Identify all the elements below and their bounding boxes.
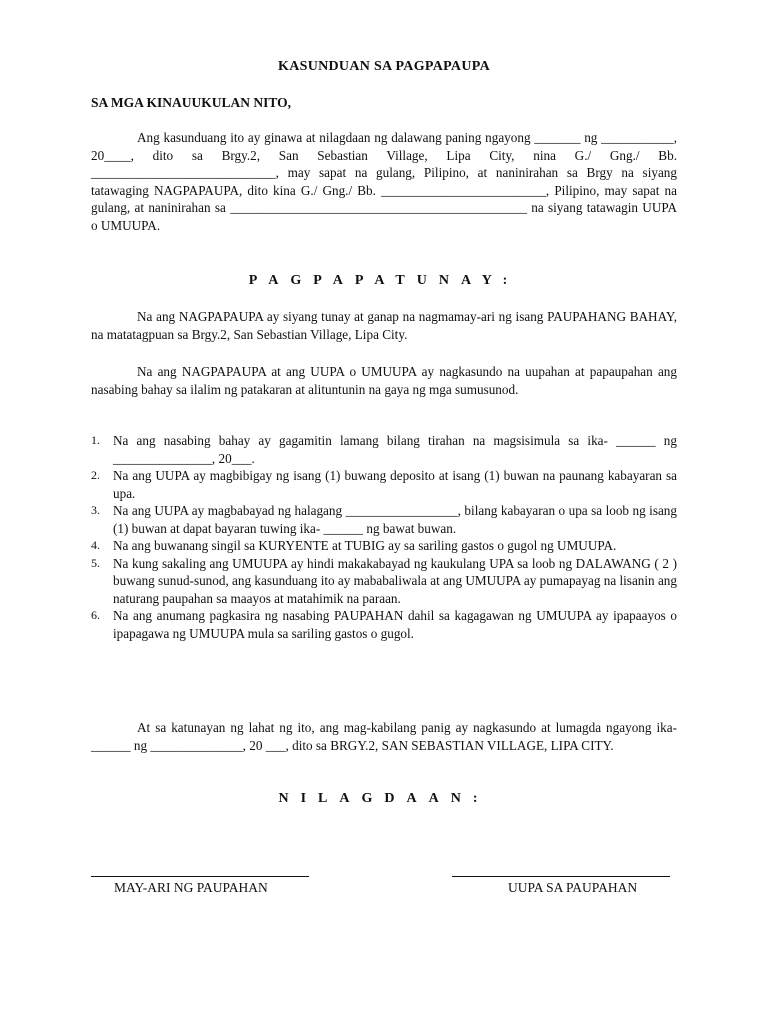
attestation-paragraph-2: Na ang NAGPAPAUPA at ang UUPA o UMUUPA ay nagkasundo na uupahan at papaupahan ang nasabing bahay sa ilalim ng patakaran at alituntunin na gaya ng mga sumusunod.	[91, 364, 677, 397]
term-text: Na ang UUPA ay magbibigay ng isang (1) buwang deposito at isang (1) buwan na paunang kabayaran sa upa.	[113, 468, 677, 501]
term-number: 2.	[91, 468, 100, 482]
term-number: 6.	[91, 608, 100, 622]
list-item	[91, 432, 677, 467]
term-number: 3.	[91, 503, 100, 517]
closing-paragraph: At sa katunayan ng lahat ng ito, ang mag-kabilang panig ay nagkasundo at lumagda ngayong ika- ______ ng ______________, 20 ___, dito sa BRGY.2, SAN SEBASTIAN VILLAGE, LIPA CITY.	[91, 720, 677, 753]
term-number: 4.	[91, 538, 100, 552]
salutation: SA MGA KINAUUKULAN NITO,	[91, 95, 292, 110]
list-item	[91, 555, 677, 608]
term-text: Na ang nasabing bahay ay gagamitin lamang bilang tirahan na magsisimula sa ika- ______ ng _______________, 20___.	[113, 433, 677, 466]
list-item	[91, 502, 677, 537]
term-text: Na ang anumang pagkasira ng nasabing PAUPAHAN dahil sa kagagawan ng UMUUPA ay ipapaayos o ipapagawa ng UMUUPA mula sa sariling gastos o gugol.	[113, 608, 677, 641]
intro-paragraph: Ang kasunduang ito ay ginawa at nilagdaan ng dalawang paning ngayong _______ ng ___________, 20____, dito sa Brgy.2, San Sebastian Village, Lipa City, nina G./ Gng./ Bb. ____________________________, may sapat na gulang, Pilipino, at naninirahan sa Brgy na siyang tatawaging NAGPAPAUPA, dito kina G./ Gng./ Bb. _________________________, Pilipino, may sapat na gulang, at naninirahan sa _____________________________________________ na siyang tatawagin UUPA o UMUUPA.	[91, 130, 677, 233]
term-text: Na ang UUPA ay magbabayad ng halagang _________________, bilang kabayaran o upa sa loob ng isang (1) buwan at dapat bayaran tuwing ika- ______ ng bawat buwan.	[113, 503, 677, 536]
section-heading-attestation: PAGPAPATUNAY:	[248, 273, 520, 288]
tenant-signature-line	[452, 876, 670, 877]
section-heading-signed: NILAGDAAN:	[278, 791, 490, 806]
owner-signature-label: MAY-ARI NG PAUPAHAN	[114, 880, 268, 895]
attestation-paragraph-1: Na ang NAGPAPAUPA ay siyang tunay at ganap na nagmamay-ari ng isang PAUPAHANG BAHAY, na matatagpuan sa Brgy.2, San Sebastian Village, Lipa City.	[91, 309, 677, 342]
term-text: Na kung sakaling ang UMUUPA ay hindi makakabayad ng kaukulang UPA sa loob ng DALAWANG ( 2 ) buwang sunud-sunod, ang kasunduang ito ay mababaliwala at ang UMUUPA ay pumapayag na lisanin ang naturang paupahan sa maayos at matahimik na paraan.	[113, 555, 677, 606]
term-number: 1.	[91, 433, 100, 447]
list-item	[91, 537, 677, 555]
list-item	[91, 607, 677, 642]
term-number: 5.	[91, 555, 100, 570]
list-item	[91, 467, 677, 502]
owner-signature-line	[91, 876, 309, 877]
term-text: Na ang buwanang singil sa KURYENTE at TUBIG ay sa sariling gastos o gugol ng UMUUPA.	[113, 538, 617, 553]
terms-list	[91, 432, 677, 642]
tenant-signature-label: UUPA SA PAUPAHAN	[508, 880, 638, 895]
document-title: KASUNDUAN SA PAGPAPAUPA	[278, 59, 490, 74]
